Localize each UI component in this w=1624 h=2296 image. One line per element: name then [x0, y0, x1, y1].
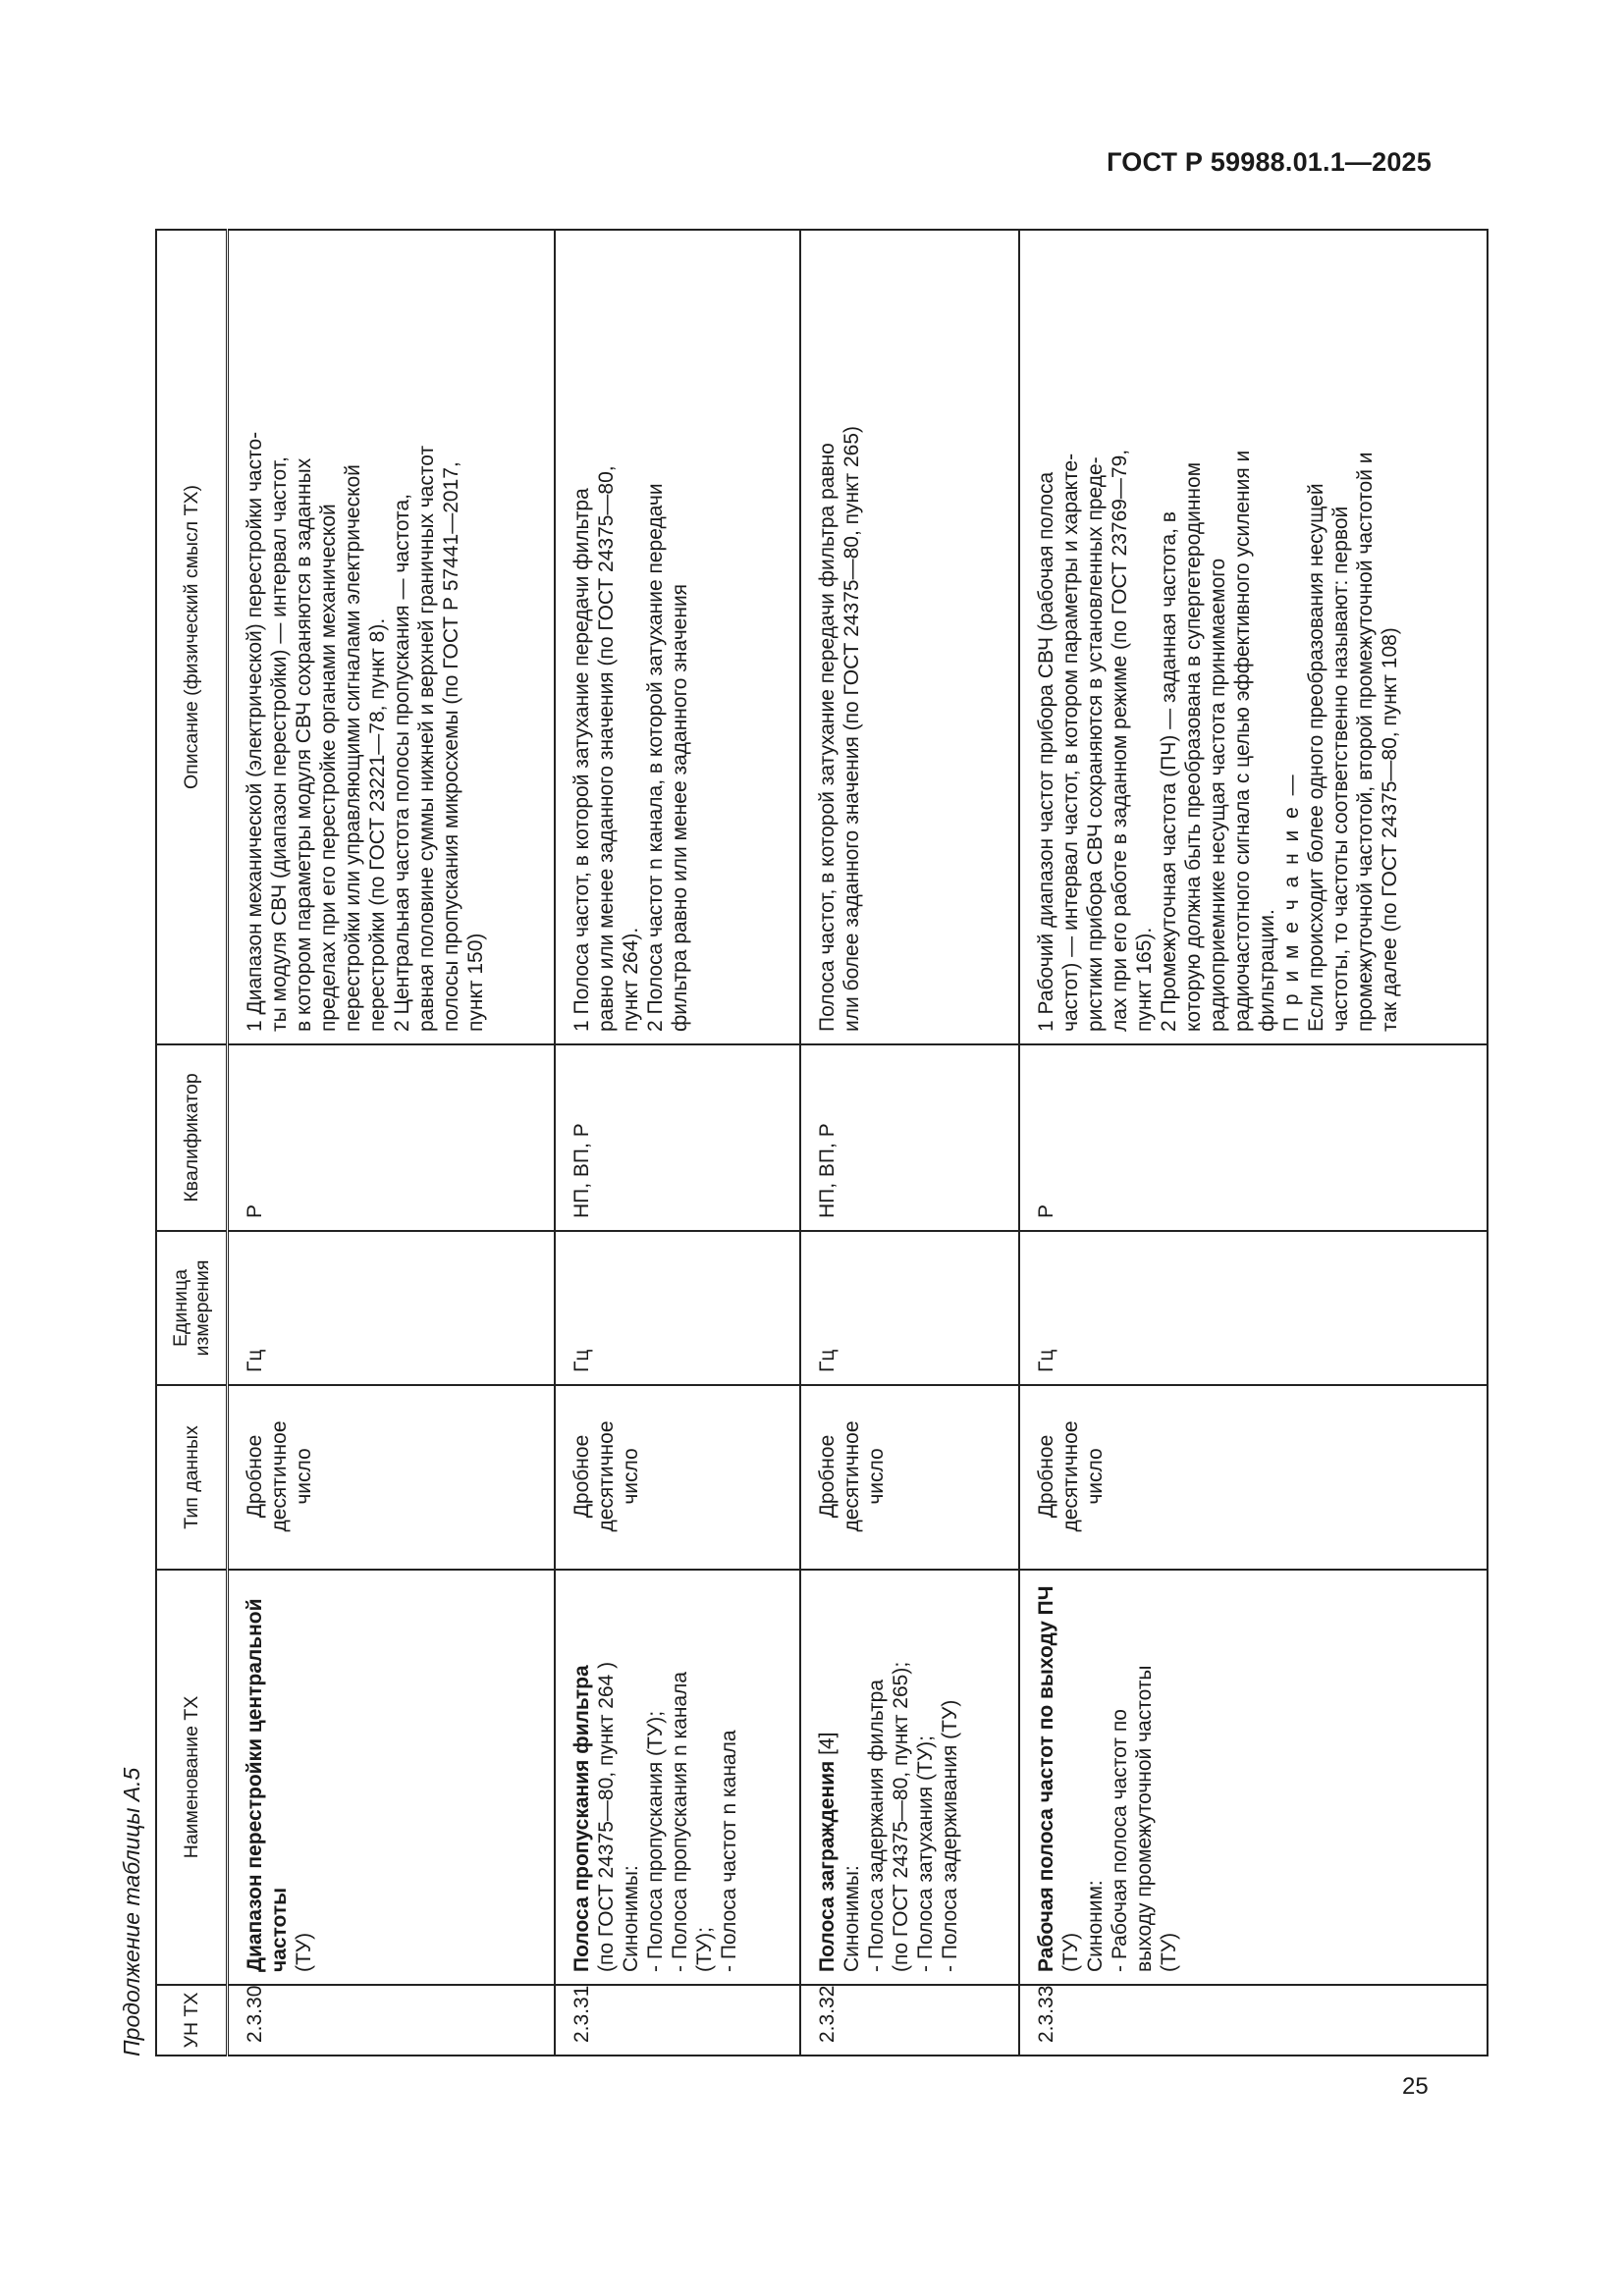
desc-line: Если происходит более одного преобразования несущей [1305, 483, 1327, 1032]
name-line: (по ГОСТ 24375—80, пункт 265); [890, 1661, 912, 1972]
cell-type: Дробное десятичное число [800, 1385, 1019, 1570]
name-line: (ТУ) [1059, 1932, 1082, 1972]
name-line: выходу промежуточной частоты [1133, 1665, 1156, 1972]
name-line: - Полоса задержания фильтра [865, 1679, 888, 1972]
header-un: УН ТХ [156, 1985, 228, 2056]
desc-line: радиоприемнике несущая частота принимаемого [1207, 558, 1229, 1032]
rotated-table-area [108, 231, 1424, 2056]
name-bold: Полоса пропускания фильтра [570, 1665, 593, 1972]
cell-type: Дробное десятичное число [555, 1385, 800, 1570]
name-line: Синонимы: [840, 1865, 863, 1972]
cell-name [555, 1570, 800, 1985]
cell-unit: Гц [228, 1231, 556, 1385]
name-line: (по ГОСТ 24375—80, пункт 264 ) [595, 1661, 618, 1972]
cell-description [228, 230, 556, 1044]
cell-unit: Гц [800, 1231, 1019, 1385]
desc-line: так далее (по ГОСТ 24375—80, пункт 108) [1379, 627, 1401, 1032]
cell-un: 2.3.33 [1019, 1985, 1488, 2056]
desc-line: фильтрации. [1256, 909, 1278, 1032]
name-line: - Полоса пропускания n канала [669, 1671, 691, 1972]
desc-line: радиочастотного сигнала с целью эффективного усиления и [1231, 450, 1254, 1032]
header-unit-line1: Единица [170, 1269, 191, 1347]
name-line: - Рабочая полоса частот по [1109, 1709, 1131, 1972]
cell-type: Дробное десятичное число [228, 1385, 556, 1570]
cell-qualifier: Р [228, 1044, 556, 1231]
desc-line: частот) — интервал частот, в котором параметры и характе- [1059, 453, 1082, 1032]
name-line: (ТУ); [693, 1927, 716, 1972]
desc-line: Полоса частот, в которой затухание передачи фильтра равно [816, 443, 839, 1032]
document-code: ГОСТ Р 59988.01.1—2025 [1107, 147, 1432, 177]
header-unit [156, 1231, 228, 1385]
characteristics-table [155, 229, 1489, 2056]
desc-line: ристики прибора СВЧ сохраняются в установленных преде- [1084, 456, 1107, 1032]
desc-line: ты модуля СВЧ (диапазон перестройки) — интервал частот, [268, 456, 291, 1032]
name-line: - Полоса задерживания (ТУ) [939, 1699, 961, 1972]
cell-name [800, 1570, 1019, 1985]
desc-line: полосы пропускания микросхемы (по ГОСТ Р 57441—2017, [440, 461, 462, 1032]
table-row [555, 230, 800, 2056]
name-line: - Полоса пропускания (ТУ); [644, 1710, 667, 1972]
desc-line: 1 Диапазон механической (электрической) перестройки часто- [244, 431, 266, 1032]
cell-un: 2.3.30 [228, 1985, 556, 2056]
name-reference: [4] [816, 1732, 839, 1761]
desc-line: пределах при его перестройке органами механической [317, 504, 340, 1032]
desc-line: равно или менее заданного значения (по ГОСТ 24375—80, [595, 465, 618, 1032]
desc-line: 2 Промежуточная частота (ПЧ) — заданная частота, в [1158, 511, 1180, 1032]
cell-un: 2.3.31 [555, 1985, 800, 2056]
desc-line: фильтра равно или менее заданного значения [669, 583, 691, 1032]
cell-name [1019, 1570, 1488, 1985]
desc-line: перестройки или управляющими сигналами электрической [342, 464, 364, 1032]
desc-line: лах при его работе в заданном режиме (по ГОСТ 23769—79, [1109, 449, 1131, 1032]
desc-line: равная половине суммы нижней и верхней граничных частот [415, 445, 438, 1032]
desc-line: перестройки (по ГОСТ 23221—78, пункт 8). [366, 617, 389, 1032]
desc-line: пункт 150) [464, 933, 487, 1032]
cell-un: 2.3.32 [800, 1985, 1019, 2056]
header-type: Тип данных [156, 1385, 228, 1570]
desc-line: 1 Рабочий диапазон частот прибора СВЧ (рабочая полоса [1035, 471, 1057, 1032]
name-line: - Полоса частот n канала [718, 1730, 740, 1972]
desc-line: 1 Полоса частот, в которой затухание передачи фильтра [570, 488, 593, 1032]
name-bold: Диапазон перестройки центральной частоты [244, 1598, 291, 1972]
table-row [228, 230, 556, 2056]
name-line: Синоним: [1084, 1880, 1107, 1972]
header-unit-line2: измерения [191, 1259, 213, 1357]
page-number: 25 [1402, 2073, 1429, 2100]
name-line: (ТУ) [293, 1932, 315, 1972]
cell-description [800, 230, 1019, 1044]
header-qualifier: Квалификатор [156, 1044, 228, 1231]
note-label: П р и м е ч а н и е — [1280, 772, 1303, 1032]
cell-qualifier: НП, ВП, Р [800, 1044, 1019, 1231]
name-bold: Полоса заграждения [816, 1760, 839, 1972]
cell-qualifier: НП, ВП, Р [555, 1044, 800, 1231]
desc-line: которую должна быть преобразована в супергетеродинном [1182, 461, 1205, 1032]
cell-name [228, 1570, 556, 1985]
table-row [1019, 230, 1488, 2056]
table-header-row [156, 230, 228, 2056]
table-row [800, 230, 1019, 2056]
cell-type: Дробное десятичное число [1019, 1385, 1488, 1570]
cell-unit: Гц [1019, 1231, 1488, 1385]
header-description: Описание (физический смысл ТХ) [156, 230, 228, 1044]
name-line: Синонимы: [620, 1865, 642, 1972]
cell-description [555, 230, 800, 1044]
table-caption: Продолжение таблицы А.5 [119, 1767, 144, 2056]
desc-line: пункт 264). [620, 927, 642, 1032]
name-title-line [815, 1580, 839, 1972]
cell-qualifier: Р [1019, 1044, 1488, 1231]
desc-line: или более заданного значения (по ГОСТ 24375—80, пункт 265) [840, 426, 863, 1032]
desc-line: в котором параметры модуля СВЧ сохраняются в заданных [293, 457, 315, 1032]
desc-line: 2 Центральная частота полосы пропускания — частота, [391, 494, 413, 1032]
name-bold: Рабочая полоса частот по выходу ПЧ [1035, 1585, 1057, 1972]
name-line: - Полоса затухания (ТУ); [914, 1735, 937, 1972]
cell-unit: Гц [555, 1231, 800, 1385]
desc-line: частоты, то частоты соответственно называют: первой [1329, 506, 1352, 1032]
desc-line: 2 Полоса частот n канала, в которой затухание передачи [644, 483, 667, 1032]
desc-line: промежуточной частотой, второй промежуточной частотой и [1354, 452, 1377, 1032]
cell-description [1019, 230, 1488, 1044]
desc-line: пункт 165). [1133, 927, 1156, 1032]
header-name: Наименование ТХ [156, 1570, 228, 1985]
name-line: (ТУ) [1158, 1932, 1180, 1972]
